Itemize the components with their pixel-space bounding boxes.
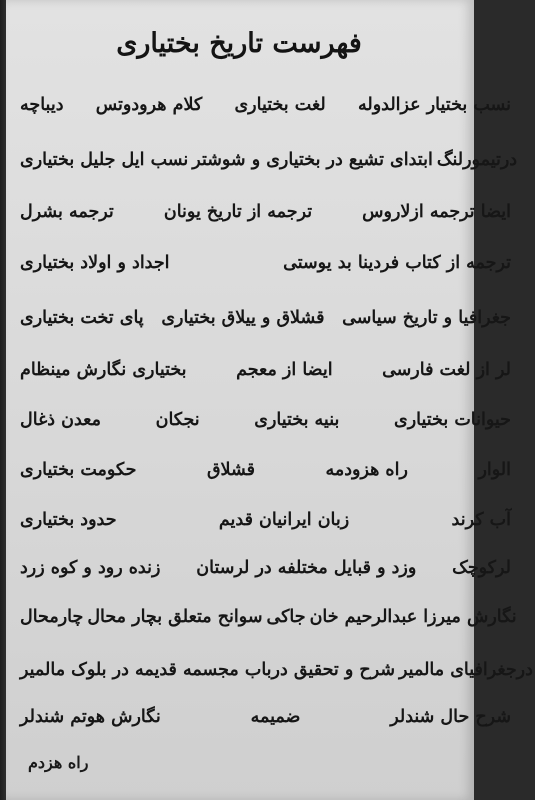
contents-entry: شرح حال شندلر bbox=[390, 707, 511, 727]
contents-entry: وزد و قبایل مختلفه در لرستان bbox=[196, 558, 417, 578]
contents-line bbox=[18, 243, 513, 283]
contents-entry: آب کرند bbox=[451, 510, 511, 530]
contents-line bbox=[18, 85, 513, 125]
contents-line bbox=[18, 500, 513, 540]
contents-entry: ایضا ترجمه ازلاروس bbox=[362, 202, 511, 222]
contents-entry: نسب بختیار عزالدوله bbox=[357, 95, 511, 115]
contents-line bbox=[18, 192, 513, 232]
contents-entry: حیوانات بختیاری bbox=[394, 410, 511, 430]
contents-entry: چارمحال bbox=[20, 607, 84, 627]
contents-entry: کلام هرودوتس bbox=[95, 95, 203, 115]
contents-entry: راه هزودمه bbox=[325, 460, 408, 480]
contents-entry: لرکوچک bbox=[452, 558, 511, 578]
contents-line bbox=[18, 650, 533, 690]
contents-entry: سوانح متعلق بچار محال bbox=[87, 607, 263, 627]
contents-entry: پای تخت بختیاری bbox=[20, 308, 144, 328]
contents-entry: شرح و تحقیق درباب مجسمه قدیمه در بلوک مالمیر bbox=[20, 660, 396, 680]
contents-entry: ضمیمه bbox=[250, 707, 301, 727]
contents-entry: ابتدای تشیع در بختیاری و شوشتر bbox=[192, 150, 433, 170]
contents-entry: حکومت بختیاری bbox=[20, 460, 137, 480]
contents-line bbox=[18, 140, 518, 180]
contents-entry: ترجمه از تاریخ یونان bbox=[163, 202, 313, 222]
contents-line bbox=[18, 548, 513, 588]
contents-line bbox=[18, 350, 513, 390]
contents-line bbox=[18, 697, 513, 737]
contents-entry: نگارش میرزا عبدالرحیم خان bbox=[309, 607, 517, 627]
contents-entry: زنده رود و کوه زرد bbox=[20, 558, 161, 578]
contents-entry: دیباچه bbox=[20, 95, 64, 115]
contents-entry: جغرافیا و تاریخ سیاسی bbox=[342, 308, 511, 328]
contents-entry: نجکان bbox=[155, 410, 200, 430]
contents-entry: لغت بختیاری bbox=[234, 95, 326, 115]
page-footer-note: راه هزدم bbox=[28, 753, 89, 772]
contents-entry: لر از لغت فارسی bbox=[382, 360, 511, 380]
contents-entry: ایضا از معجم bbox=[236, 360, 333, 380]
contents-entry: نگارش هوتم شندلر bbox=[20, 707, 161, 727]
contents-line bbox=[18, 597, 517, 637]
contents-entry: بنیه بختیاری bbox=[254, 410, 340, 430]
contents-entry: الوار bbox=[478, 460, 511, 480]
contents-entry: زبان ایرانیان قدیم bbox=[218, 510, 350, 530]
contents-entry: معدن ذغال bbox=[20, 410, 101, 430]
contents-entry: بختیاری نگارش مینظام bbox=[20, 360, 187, 380]
contents-line bbox=[18, 400, 513, 440]
contents-entry: اجداد و اولاد بختیاری bbox=[20, 253, 170, 273]
page-title: فهرست تاریخ بختیاری bbox=[116, 28, 362, 59]
contents-entry: درجغرافیای مالمیر bbox=[399, 660, 533, 680]
contents-entry: جاکی bbox=[266, 607, 306, 627]
contents-line bbox=[18, 450, 513, 490]
contents-entry: قشلاق bbox=[206, 460, 255, 480]
contents-entry: نسب ایل جلیل بختیاری bbox=[20, 150, 189, 170]
contents-line bbox=[18, 298, 513, 338]
contents-entry: قشلاق و ییلاق بختیاری bbox=[161, 308, 325, 328]
contents-entry: حدود بختیاری bbox=[20, 510, 117, 530]
contents-entry: درتیمورلنگ bbox=[436, 150, 518, 170]
contents-entry: ترجمه بشرل bbox=[20, 202, 114, 222]
contents-entry: ترجمه از کتاب فردینا بد یوستی bbox=[283, 253, 511, 273]
